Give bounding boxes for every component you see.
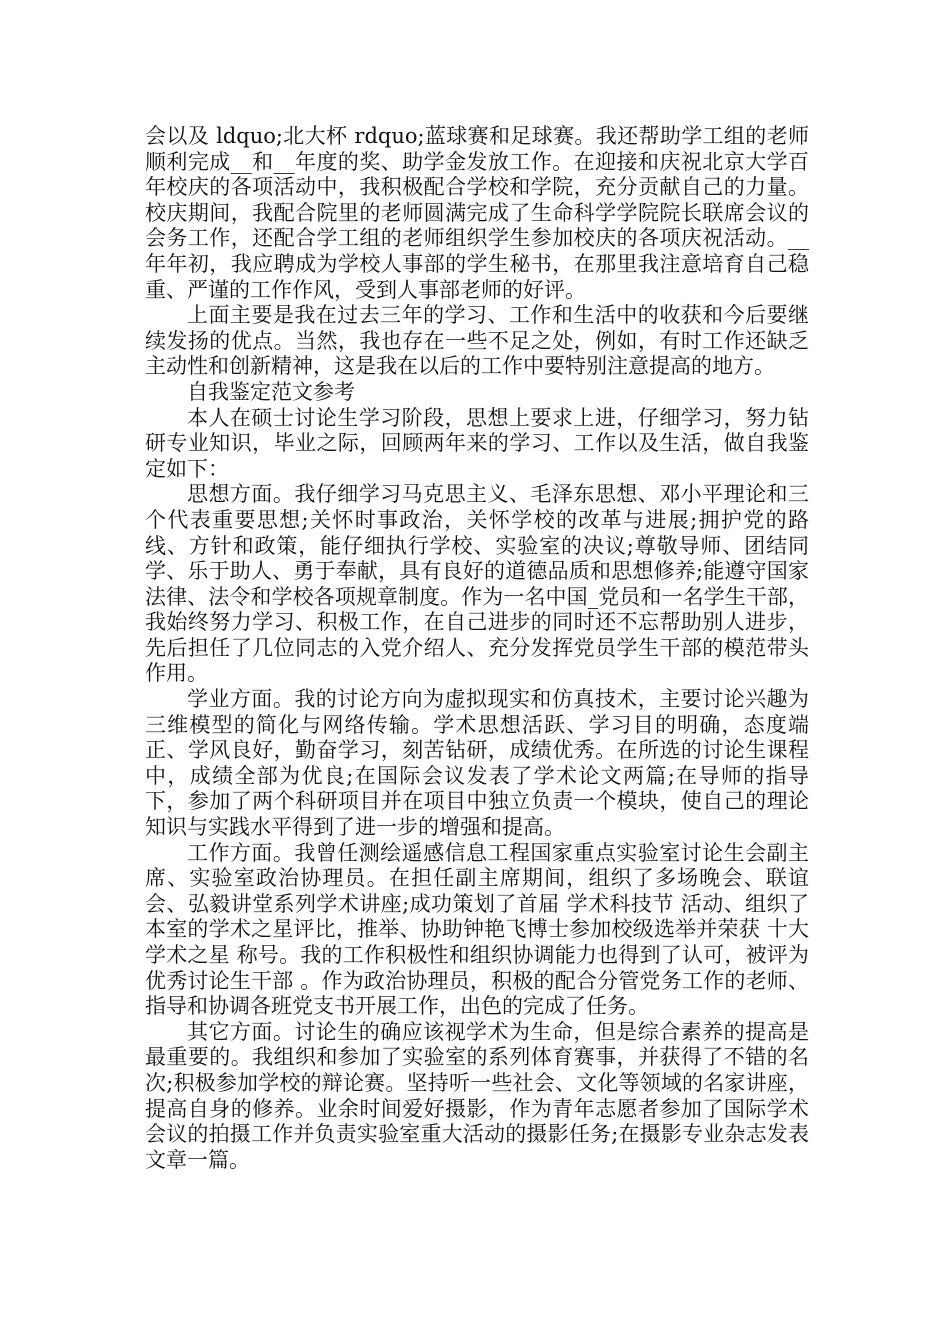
- section-heading: 自我鉴定范文参考: [187, 379, 355, 404]
- paragraph-continued: 会以及 ldquo;北大杯 rdquo;蓝球赛和足球赛。我还帮助学工组的老师顺利完成__和__年度的奖、助学金发放工作。在迎接和庆祝北京大学百年校庆的各项活动中，我积极配合学校和学院，充分贡献自己的力量。校庆期间，我配合院里的老师圆满完成了生命科学学院院长联席会议的会务工作，还配合学工组的老师组织学生参加校庆的各项庆祝活动。__年年初，我应聘成为学校人事部的学生秘书，在那里我注意培育自己稳重、严谨的工作作风，受到人事部老师的好评。: [145, 124, 809, 302]
- paragraph-other: 其它方面。讨论生的确应该视学术为生命，但是综合素养的提高是最重要的。我组织和参加了实验室的系列体育赛事，并获得了不错的名次;积极参加学校的辩论赛。坚持听一些社会、文化等领域的名家讲座，提高自身的修养。业余时间爱好摄影，作为青年志愿者参加了国际学术会议的拍摄工作并负责实验室重大活动的摄影任务;在摄影专业杂志发表文章一篇。: [145, 1019, 809, 1172]
- paragraph-summary: 上面主要是我在过去三年的学习、工作和生活中的收获和今后要继续发扬的优点。当然，我也存在一些不足之处，例如，有时工作还缺乏主动性和创新精神，这是我在以后的工作中要特别注意提高的地方。: [145, 303, 809, 379]
- paragraph-ideology: 思想方面。我仔细学习马克思主义、毛泽东思想、邓小平理论和三个代表重要思想;关怀时事政治，关怀学校的改革与进展;拥护党的路线、方针和政策，能仔细执行学校、实验室的决议;尊敬导师、团结同学、乐于助人、勇于奉献，具有良好的道德品质和思想修养;能遵守国家法律、法令和学校各项规章制度。作为一名中国_党员和一名学生干部，我始终努力学习、积极工作，在自己进步的同时还不忘帮助别人进步，先后担任了几位同志的入党介绍人、充分发挥党员学生干部的模范带头作用。: [145, 482, 809, 686]
- document-body: [145, 124, 809, 1173]
- paragraph-intro: 本人在硕士讨论生学习阶段，思想上要求上进，仔细学习，努力钻研专业知识，毕业之际，回顾两年来的学习、工作以及生活，做自我鉴定如下：: [145, 405, 809, 481]
- paragraph-work: 工作方面。我曾任测绘遥感信息工程国家重点实验室讨论生会副主席、实验室政治协理员。在担任副主席期间，组织了多场晚会、联谊会、弘毅讲堂系列学术讲座;成功策划了首届 学术科技节 活动、组织了本室的学术之星评比，推举、协助钟艳飞博士参加校级选举并荣获 十大学术之星 称号。我的工作积极性和组织协调能力也得到了认可，被评为 优秀讨论生干部 。作为政治协理员，积极的配合分管党务工作的老师、指导和协调各班党支书开展工作，出色的完成了任务。: [145, 840, 809, 1019]
- paragraph-academics: 学业方面。我的讨论方向为虚拟现实和仿真技术，主要讨论兴趣为三维模型的简化与网络传输。学术思想活跃、学习目的明确，态度端正、学风良好，勤奋学习，刻苦钻研，成绩优秀。在所选的讨论生课程中，成绩全部为优良;在国际会议发表了学术论文两篇;在导师的指导下，参加了两个科研项目并在项目中独立负责一个模块，使自己的理论知识与实践水平得到了进一步的增强和提高。: [145, 687, 809, 840]
